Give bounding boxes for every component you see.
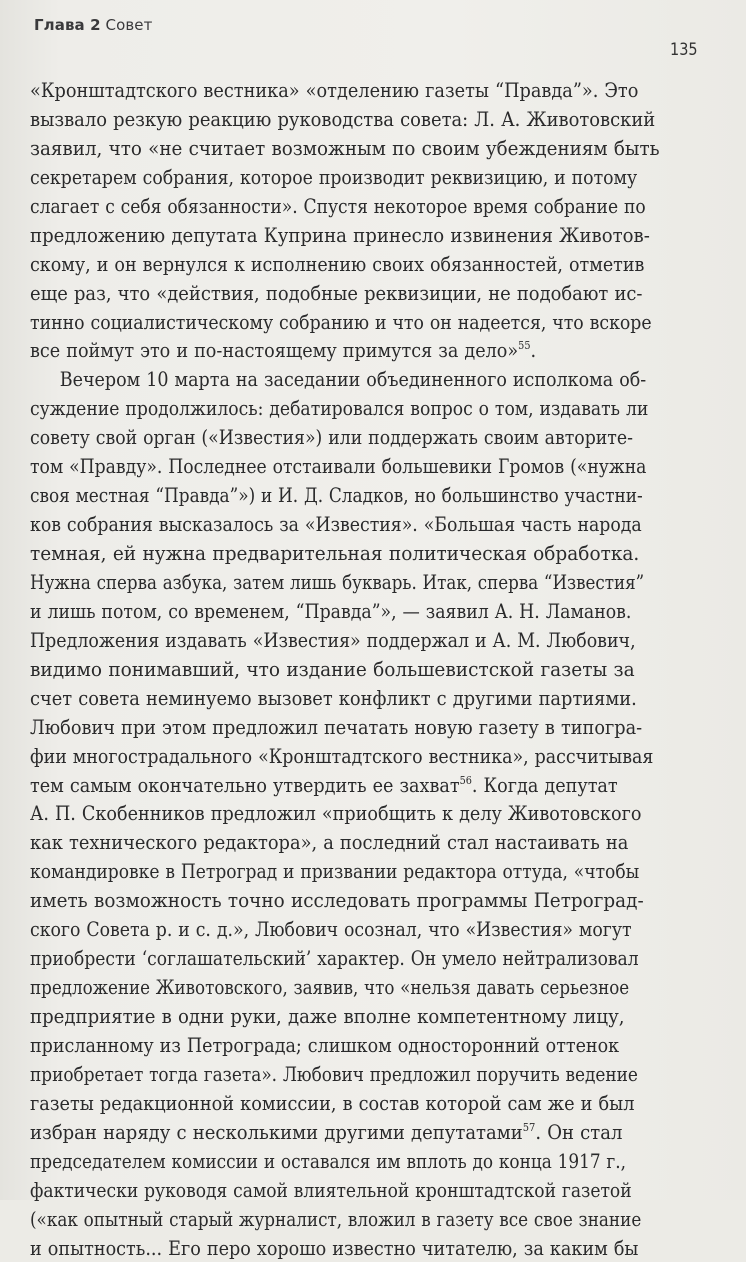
page-number: 135 — [670, 40, 698, 60]
line-text-suffix: . Когда депутат — [472, 773, 618, 797]
text-line — [30, 915, 601, 944]
line-text: как технического редактора», а последний стал настаивать на — [30, 830, 628, 854]
text-line — [30, 539, 641, 568]
text-line — [30, 684, 617, 713]
line-text: тем самым окончательно утвердить ее захват — [30, 773, 460, 797]
line-text: приобретает тогда газета». Любович предложил поручить ведение — [30, 1062, 638, 1086]
text-line — [30, 742, 604, 771]
line-text: тинно социалистическому собранию и что он надеется, что вскоре — [30, 310, 652, 334]
line-text: и опытность... Его перо хорошо известно читателю, за каким бы — [30, 1236, 638, 1260]
text-line — [30, 1089, 614, 1118]
text-line — [30, 423, 601, 452]
line-text: приобрести ‘соглашательский’ характер. Он умело нейтрализовал — [30, 946, 639, 970]
text-line — [30, 1060, 588, 1089]
text-line — [30, 944, 594, 973]
line-text-suffix: . — [530, 338, 536, 362]
line-text: еще раз, что «действия, подобные реквизиции, не подобают ис- — [30, 281, 642, 305]
line-text: счет совета неминуемо вызовет конфликт с другими партиями. — [30, 686, 637, 710]
line-text: «Кронштадтского вестника» «отделению газеты “Правда”». Это — [30, 78, 638, 102]
line-text: командировке в Петроград и призвании редактора оттуда, «чтобы — [30, 859, 639, 883]
text-line — [30, 713, 614, 742]
line-text: присланному из Петрограда; слишком односторонний оттенок — [30, 1033, 619, 1057]
text-line — [30, 655, 641, 684]
text-line — [30, 394, 598, 423]
line-text-suffix: . Он стал — [535, 1120, 622, 1144]
line-text: том «Правду». Последнее отстаивали большевики Громов («нужна — [30, 454, 646, 478]
text-line — [30, 221, 627, 250]
line-text: избран наряду с несколькими другими депутатами — [30, 1120, 523, 1144]
text-line — [30, 452, 598, 481]
text-line — [30, 828, 617, 857]
line-text: темная, ей нужна предварительная политическая обработка. — [30, 541, 639, 565]
text-line — [30, 973, 581, 1002]
line-text: А. П. Скобенников предложил «приобщить к делу Животовского — [30, 801, 641, 825]
line-text: («как опытный старый журналист, вложил в газету все свое знание — [30, 1207, 641, 1231]
footnote-ref: 56 — [460, 774, 472, 787]
text-line — [30, 1002, 627, 1031]
text-line — [30, 626, 604, 655]
line-text: председателем комиссии и оставался им вплоть до конца 1917 г., — [30, 1149, 626, 1173]
text-line — [30, 1234, 611, 1262]
running-head — [34, 16, 152, 34]
line-text: фии многострадального «Кронштадтского вестника», рассчитывая — [30, 744, 653, 768]
line-text: предложению депутата Куприна принесло извинения Животов- — [30, 223, 650, 247]
line-text: газеты редакционной комиссии, в состав которой сам же и был — [30, 1091, 634, 1115]
footnote-ref: 57 — [523, 1121, 536, 1134]
body-text — [30, 76, 690, 1262]
text-line — [30, 1176, 594, 1205]
text-line — [30, 250, 608, 279]
line-text: Предложения издавать «Известия» поддержал и А. М. Любович, — [30, 628, 636, 652]
line-text: вызвало резкую реакцию руководства совета: Л. А. Животовский — [30, 107, 655, 131]
text-line — [30, 192, 594, 221]
line-text: Любович при этом предложил печатать новую газету в типогра- — [30, 715, 642, 739]
line-text: совету свой орган («Известия») или поддержать своим авторите- — [30, 425, 633, 449]
line-text: фактически руководя самой влиятельной кронштадтской газетой — [30, 1178, 632, 1202]
line-text: секретарем собрания, которое производит реквизицию, и потому — [30, 165, 637, 189]
text-line — [30, 1147, 588, 1176]
line-text: скому, и он вернулся к исполнению своих обязанностей, отметив — [30, 252, 644, 276]
line-text: и лишь потом, со временем, “Правда”», — заявил А. Н. Ламанов. — [30, 599, 631, 623]
line-text: Вечером 10 марта на заседании объединенного исполкома об- — [60, 367, 646, 391]
line-text: своя местная “Правда”») и И. Д. Сладков, но большинство участни- — [30, 483, 643, 507]
text-line — [30, 279, 621, 308]
line-text: ского Совета р. и с. д.», Любович осознал, что «Известия» могут — [30, 917, 632, 941]
text-line — [30, 308, 601, 337]
section-title: Совет — [106, 16, 153, 34]
text-line — [30, 481, 588, 510]
text-line — [30, 1031, 608, 1060]
text-line — [30, 597, 601, 626]
line-text: предложение Животовского, заявив, что «нельзя давать серьезное — [30, 975, 629, 999]
line-text: иметь возможность точно исследовать программы Петроград- — [30, 888, 644, 912]
footnote-ref: 55 — [518, 339, 530, 352]
text-line — [30, 1118, 624, 1147]
text-line — [30, 365, 608, 394]
chapter-label: Глава 2 — [34, 16, 101, 34]
text-line — [30, 105, 621, 134]
text-line — [30, 857, 594, 886]
line-text: слагает с себя обязанности». Спустя некоторое время собрание по — [30, 194, 646, 218]
line-text: предприятие в одни руки, даже вполне компетентному лицу, — [30, 1004, 624, 1028]
text-line — [30, 568, 581, 597]
text-line — [30, 771, 611, 800]
line-text: суждение продолжилось: дебатировался вопрос о том, издавать ли — [30, 396, 648, 420]
text-line — [30, 799, 611, 828]
text-line — [30, 76, 614, 105]
text-line — [30, 510, 601, 539]
line-text: заявил, что «не считает возможным по своим убеждениям быть — [30, 136, 660, 160]
line-text: видимо понимавший, что издание большевистской газеты за — [30, 657, 635, 681]
text-line — [30, 134, 634, 163]
line-text: ков собрания высказалось за «Известия». «Большая часть народа — [30, 512, 642, 536]
text-line — [30, 886, 637, 915]
text-line — [30, 1205, 584, 1234]
text-line — [30, 336, 611, 365]
line-text: Нужна сперва азбука, затем лишь букварь. Итак, сперва “Известия” — [30, 570, 644, 594]
line-text: все поймут это и по-настоящему примутся за дело» — [30, 338, 518, 362]
text-line — [30, 163, 601, 192]
